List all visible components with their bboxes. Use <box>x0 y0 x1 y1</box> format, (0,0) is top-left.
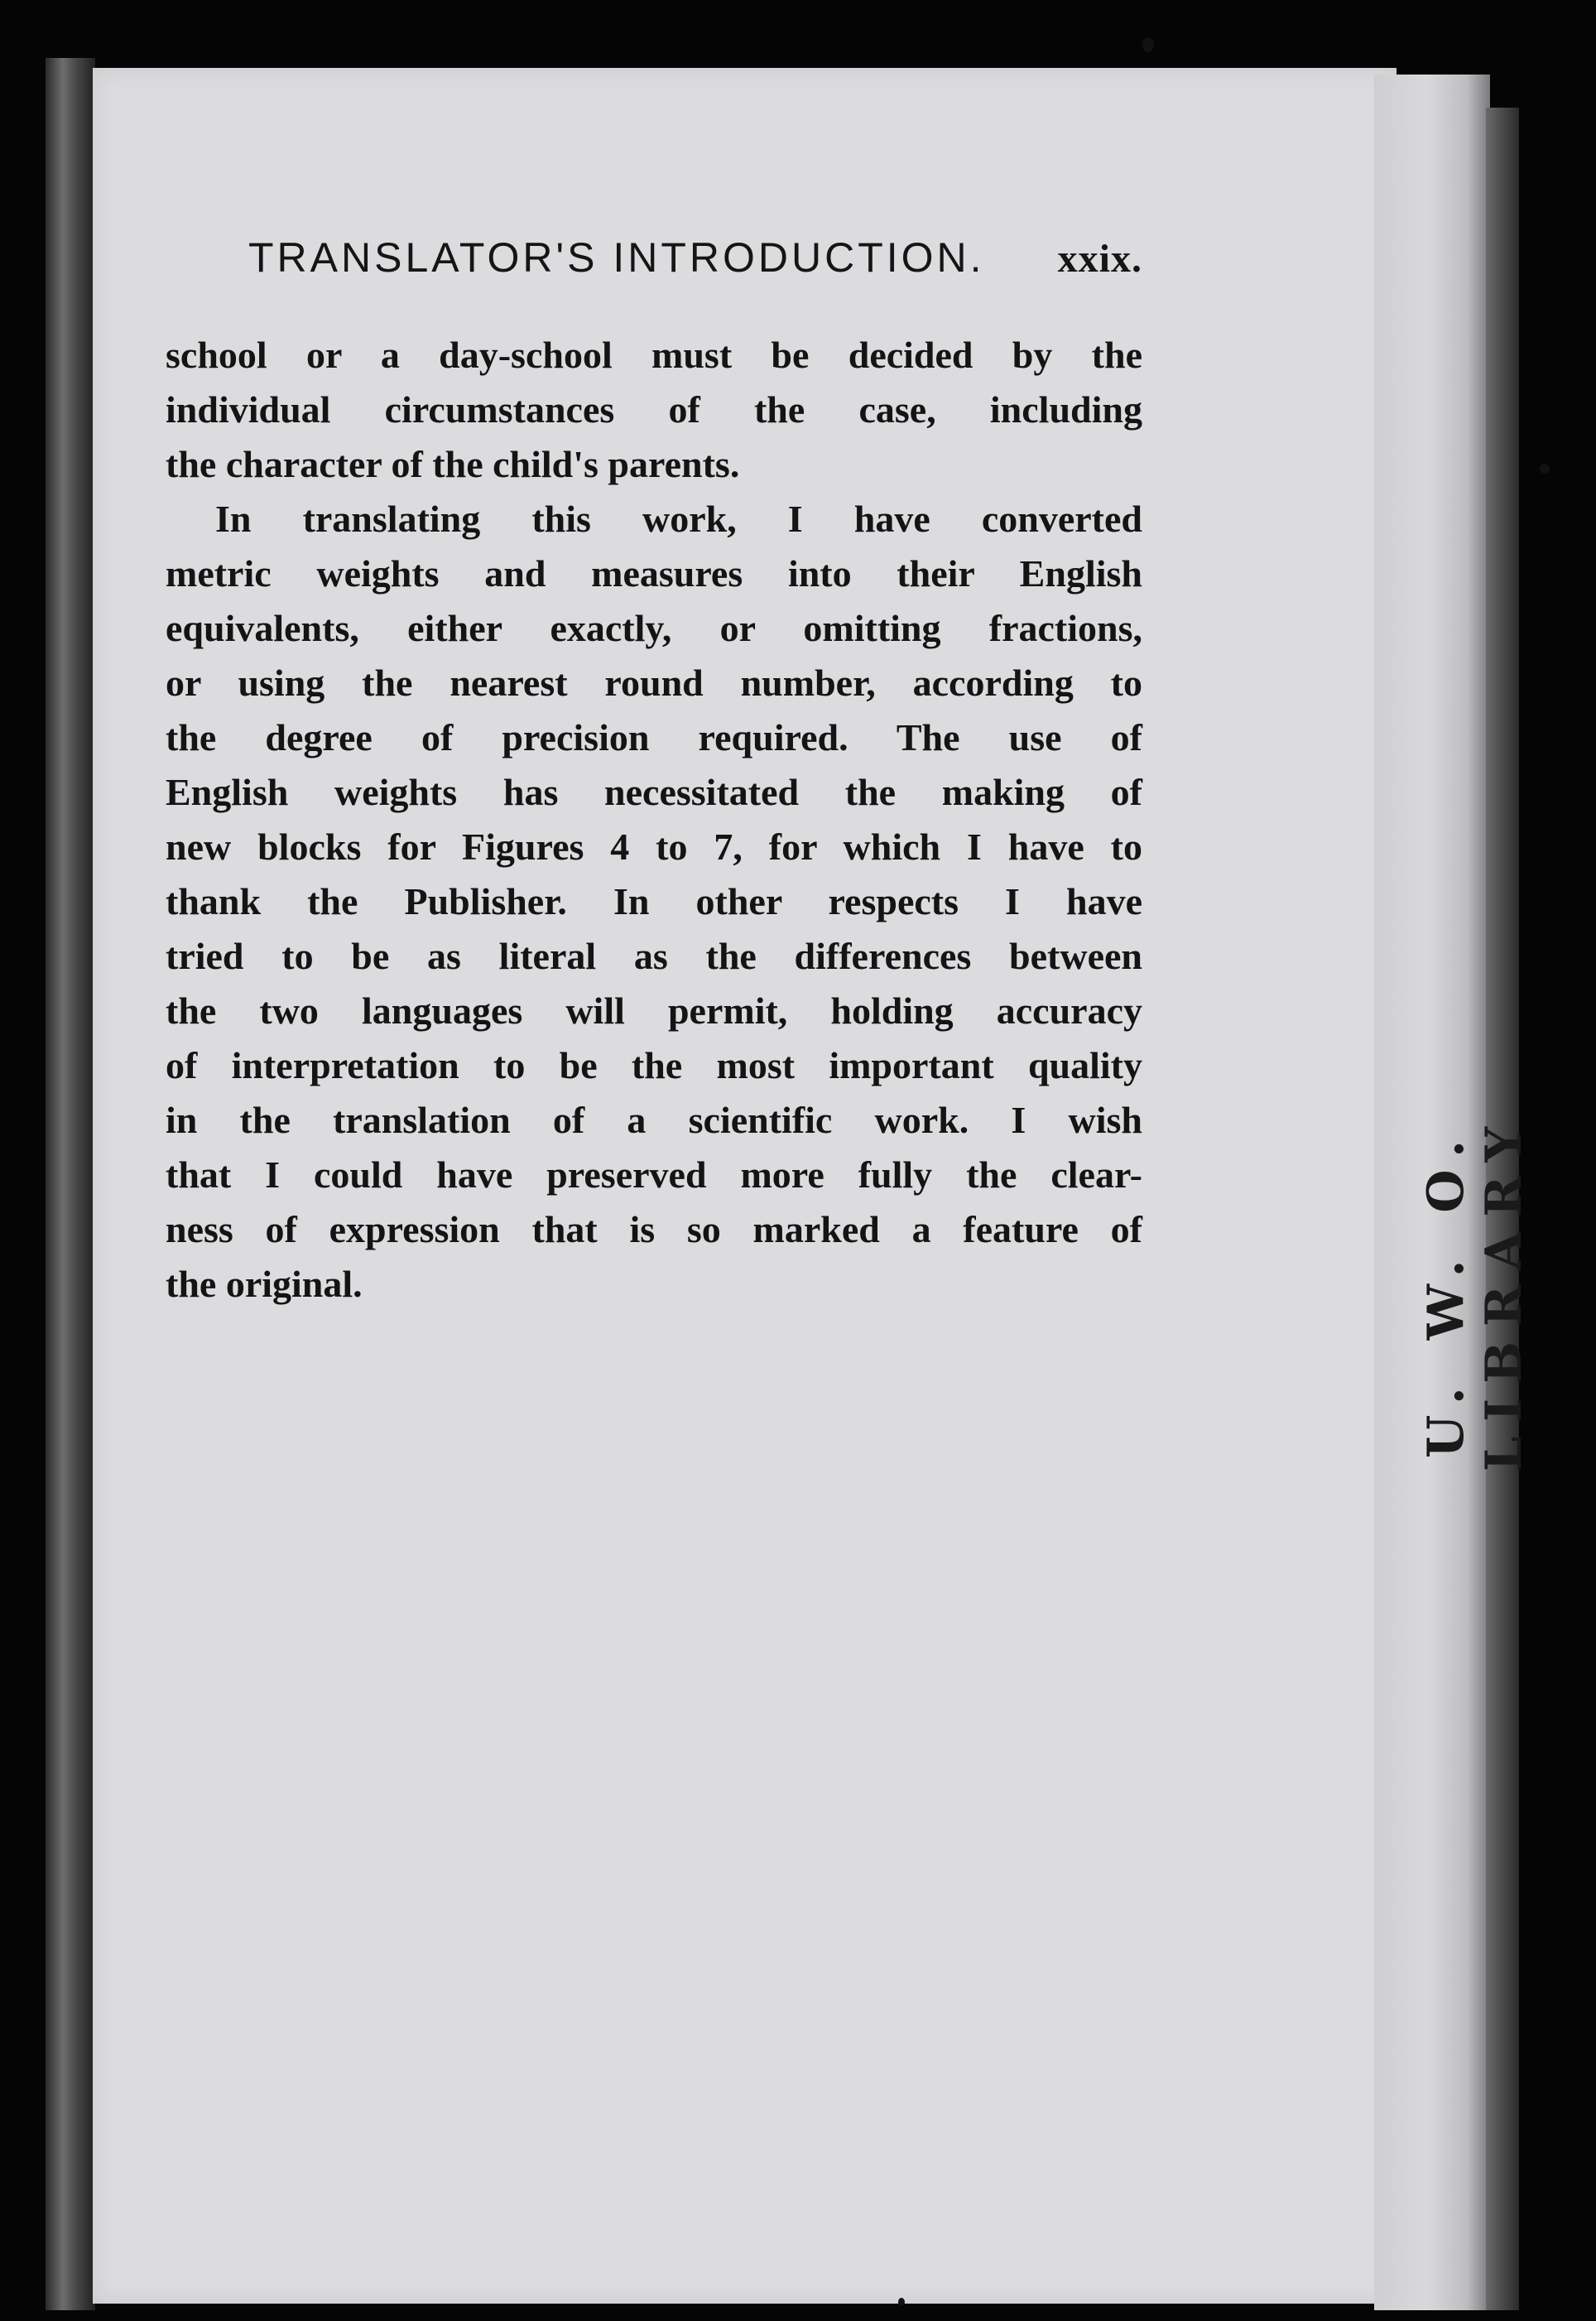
text-line: school or a day-school must be decided by the <box>166 334 1142 376</box>
text-line: individual circumstances of the case, including <box>166 388 1142 431</box>
text-line: thank the Publisher. In other respects I have <box>166 880 1142 922</box>
scan-speck <box>1142 37 1154 52</box>
scan-speck <box>1540 464 1550 474</box>
text-line: that I could have preserved more fully the clear- <box>166 1153 1142 1196</box>
text-line: In translating this work, I have converted <box>215 498 1142 540</box>
running-title: TRANSLATOR'S INTRODUCTION. <box>248 234 985 281</box>
text-line: new blocks for Figures 4 to 7, for which I have to <box>166 826 1142 868</box>
text-line: in the translation of a scientific work. I wish <box>166 1099 1142 1141</box>
text-line: the original. <box>166 1263 363 1305</box>
left-book-edge <box>46 58 95 2310</box>
scan-speck <box>898 2298 905 2306</box>
text-line: English weights has necessitated the making of <box>166 771 1142 813</box>
text-line: equivalents, either exactly, or omitting fractions, <box>166 607 1142 649</box>
text-line: the degree of precision required. The use of <box>166 716 1142 758</box>
text-line: the two languages will permit, holding accuracy <box>166 990 1142 1032</box>
body-text <box>166 328 1142 1312</box>
text-line: ness of expression that is so marked a feature of <box>166 1208 1142 1250</box>
page-number: xxix. <box>1057 237 1142 281</box>
library-stamp: U. W. O. LIBRARY <box>1417 1111 1533 1472</box>
running-header <box>248 234 1142 282</box>
text-line: metric weights and measures into their English <box>166 552 1142 595</box>
text-line: of interpretation to be the most important quality <box>166 1044 1142 1086</box>
text-line: or using the nearest round number, according to <box>166 662 1142 704</box>
text-line: the character of the child's parents. <box>166 443 740 485</box>
text-line: tried to be as literal as the differences between <box>166 935 1142 977</box>
